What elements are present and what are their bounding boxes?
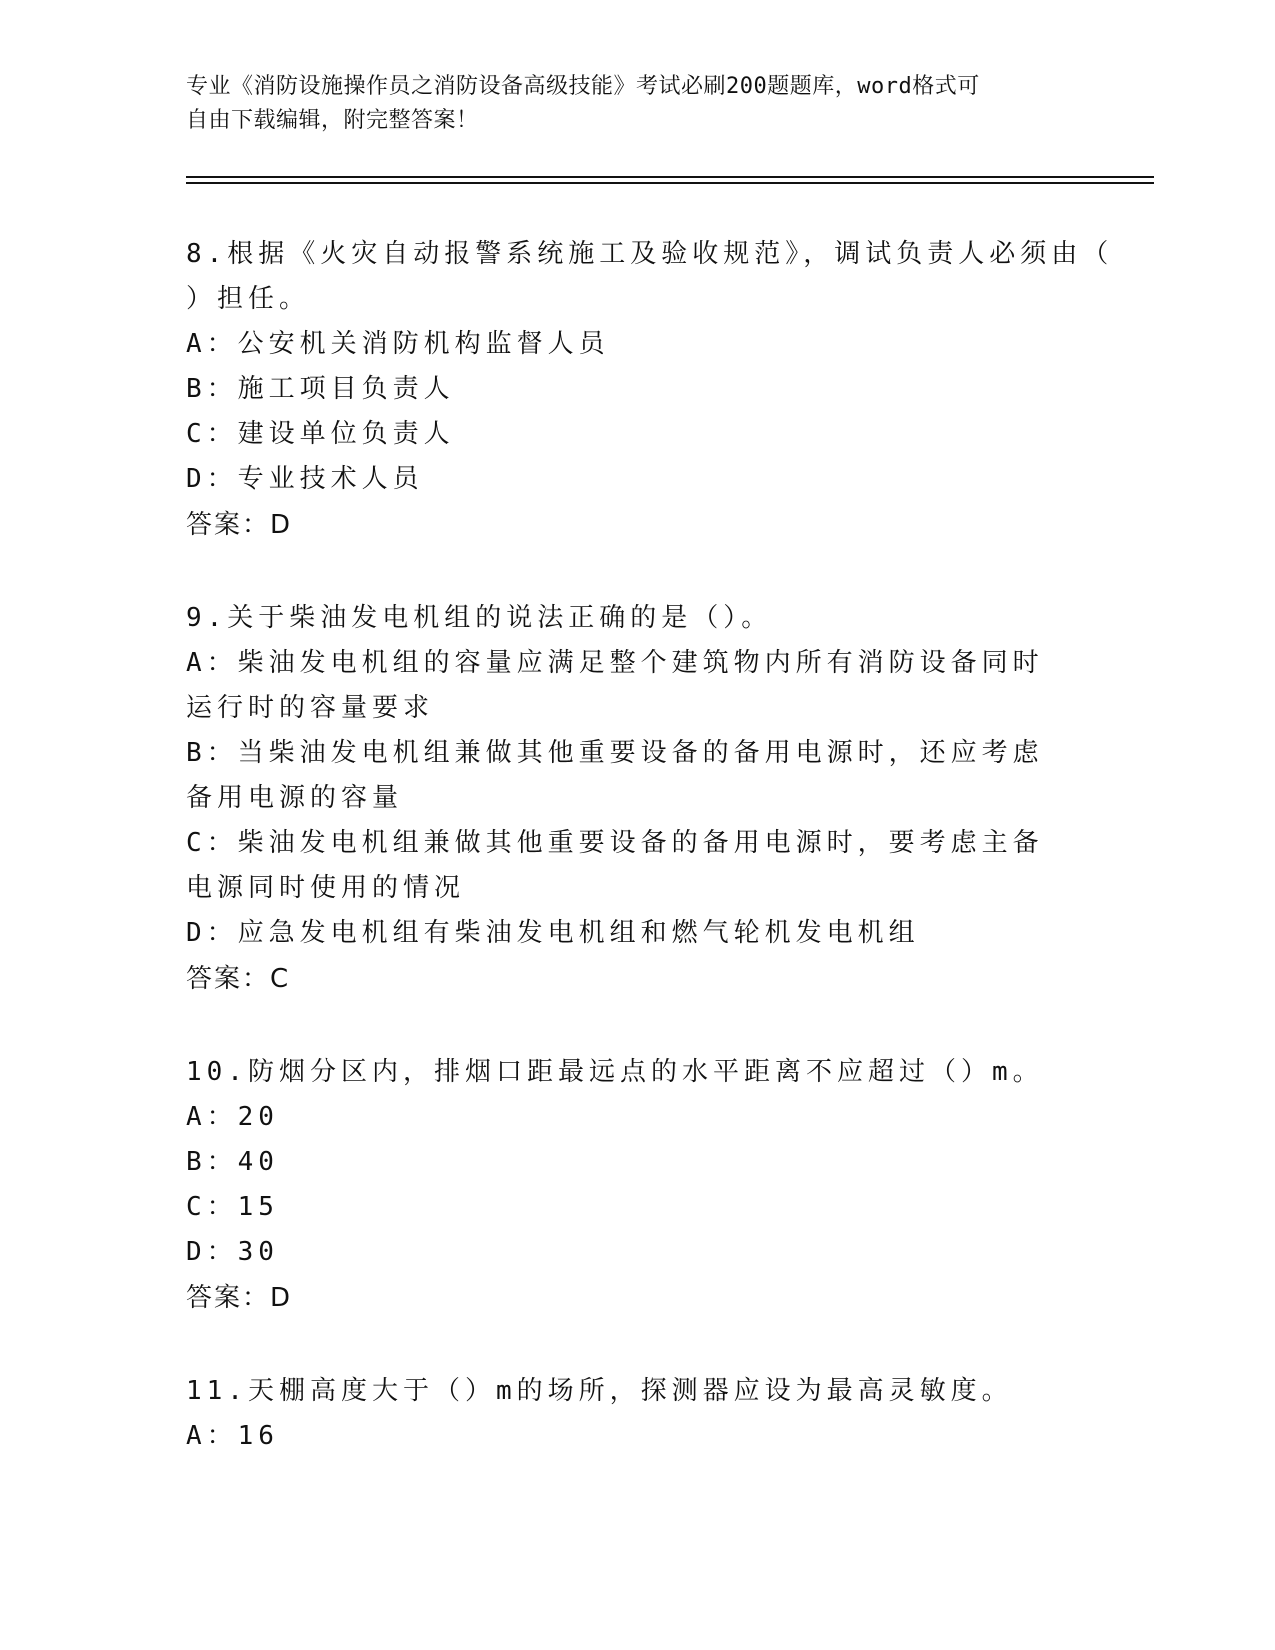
option-a: A：公安机关消防机构监督人员 [186,329,610,359]
option-d: D：专业技术人员 [186,464,424,494]
option-a: A：柴油发电机组的容量应满足整个建筑物内所有消防设备同时运行时的容量要求 [186,648,1044,723]
option-c: C：建设单位负责人 [186,419,455,449]
option-d: D：30 [186,1237,279,1267]
option-a: A：16 [186,1421,279,1451]
answer: 答案：C [186,964,291,994]
question-stem: 11.天棚高度大于（）m的场所，探测器应设为最高灵敏度。 [186,1376,1013,1406]
question-stem: 8.根据《火灾自动报警系统施工及验收规范》，调试负责人必须由（ [186,239,1114,269]
question-11 [186,1369,1086,1459]
option-d: D：应急发电机组有柴油发电机组和燃气轮机发电机组 [186,918,920,948]
header-line-1: 专业《消防设施操作员之消防设备高级技能》考试必刷200题题库，word格式可 [186,74,980,99]
option-b: B：施工项目负责人 [186,374,455,404]
option-b: B：当柴油发电机组兼做其他重要设备的备用电源时，还应考虑备用电源的容量 [186,738,1044,813]
option-c: C：15 [186,1192,279,1222]
answer: 答案：D [186,1283,293,1313]
header-divider-bottom [186,182,1154,184]
option-a: A：20 [186,1102,279,1132]
question-stem: 10.防烟分区内，排烟口距最远点的水平距离不应超过（）m。 [186,1057,1044,1087]
answer: 答案：D [186,510,293,540]
option-c: C：柴油发电机组兼做其他重要设备的备用电源时，要考虑主备电源同时使用的情况 [186,828,1044,903]
option-b: B：40 [186,1147,279,1177]
header-divider-top [186,176,1154,178]
question-stem-continued: ）担任。 [186,284,311,314]
document-header [186,70,1066,138]
question-9 [186,596,1086,1002]
header-line-2: 自由下载编辑，附完整答案！ [186,108,479,133]
question-10 [186,1050,1086,1321]
question-stem: 9.关于柴油发电机组的说法正确的是（）。 [186,603,773,633]
question-8 [186,232,1114,548]
